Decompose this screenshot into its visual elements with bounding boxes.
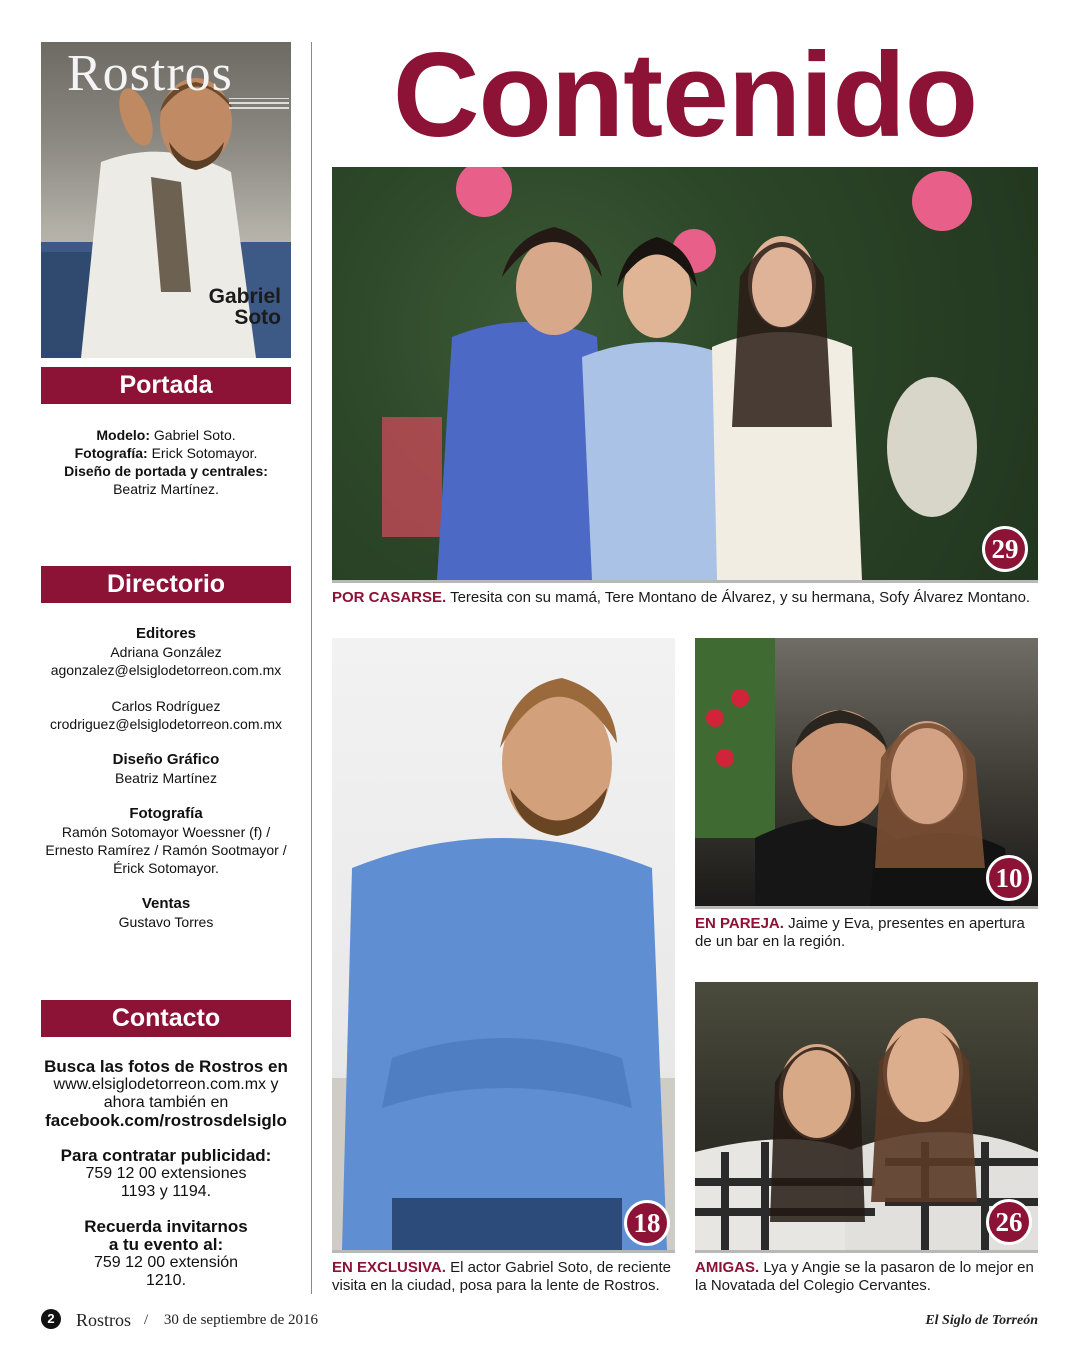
photo-illustration xyxy=(695,982,1038,1250)
photo-illustration xyxy=(695,638,1038,906)
cover-masthead: Rostros xyxy=(67,45,233,102)
directorio-list xyxy=(41,625,291,949)
portada-label: Modelo: xyxy=(96,427,151,443)
photo-illustration xyxy=(332,167,1038,580)
footer-magazine-text: Rostros xyxy=(76,1310,132,1330)
contacto-heading: Contacto xyxy=(41,1000,291,1037)
cover-model-name xyxy=(191,286,281,328)
portada-heading: Portada xyxy=(41,367,291,404)
contacto-publicidad xyxy=(41,1147,291,1201)
editor-name: Adriana González xyxy=(110,644,222,660)
footer-date-text: 30 de septiembre de 2016 xyxy=(163,1312,319,1328)
directorio-editores xyxy=(41,625,291,679)
ventas-name: Gustavo Torres xyxy=(118,914,214,930)
column-divider xyxy=(311,42,312,1294)
publicidad-phone: 759 12 00 extensiones xyxy=(85,1165,247,1182)
cover-image xyxy=(41,42,291,358)
page-badge-29: 29 xyxy=(982,526,1028,572)
editores-title: Editores xyxy=(135,625,196,642)
caption-text: Lya y Angie se la pasaron de lo mejor en la Novatada del Colegio Cervantes. xyxy=(695,1259,1034,1294)
photo-amigas[interactable] xyxy=(695,982,1038,1253)
page-badge-18: 18 xyxy=(624,1200,670,1246)
portada-line-modelo xyxy=(41,426,291,444)
caption-keyword: AMIGAS. xyxy=(695,1259,760,1276)
portada-line-disenador xyxy=(41,480,291,498)
contacto-busca xyxy=(41,1058,291,1130)
photo-en-pareja[interactable] xyxy=(695,638,1038,909)
busca-title: Busca las fotos de Rostros en xyxy=(44,1057,288,1076)
directorio-fotografia xyxy=(41,805,291,877)
busca-facebook[interactable]: facebook.com/rostrosdelsiglo xyxy=(45,1111,287,1130)
evento-ext: 1210. xyxy=(145,1272,187,1289)
fotografia-line: Érick Sotomayor. xyxy=(113,860,219,876)
diseno-name: Beatriz Martínez xyxy=(115,770,217,786)
footer-magazine-name xyxy=(76,1310,131,1331)
evento-title: a tu evento al: xyxy=(108,1235,224,1254)
portada-label: Diseño de portada y centrales: xyxy=(64,463,268,479)
portada-value: Gabriel Soto. xyxy=(150,427,236,443)
publicidad-title: Para contratar publicidad: xyxy=(60,1146,272,1165)
photo-por-casarse[interactable] xyxy=(332,167,1038,583)
footer-date xyxy=(144,1312,318,1329)
photo-en-exclusiva[interactable] xyxy=(332,638,675,1253)
caption-amigas xyxy=(695,1259,1040,1295)
footer-separator: / xyxy=(144,1312,149,1328)
caption-keyword: POR CASARSE. xyxy=(332,589,447,606)
directorio-heading: Directorio xyxy=(41,566,291,603)
portada-line-diseno xyxy=(41,462,291,480)
editor-name: Carlos Rodríguez xyxy=(111,698,221,714)
editor-email[interactable]: crodriguez@elsiglodetorreon.com.mx xyxy=(49,716,283,732)
busca-text: ahora también en xyxy=(103,1094,229,1111)
caption-en-exclusiva xyxy=(332,1259,677,1295)
fotografia-line: Ramón Sotomayor Woessner (f) / xyxy=(61,824,271,840)
directorio-editor2 xyxy=(41,697,291,733)
contacto-info xyxy=(41,1058,291,1307)
footer-page-number: 2 xyxy=(41,1309,61,1329)
footer-newspaper-logo: El Siglo de Torreón xyxy=(925,1313,1038,1328)
page-badge-10: 10 xyxy=(986,855,1032,901)
portada-value: Beatriz Martínez. xyxy=(113,481,219,497)
portada-credits xyxy=(41,426,291,498)
caption-text: El actor Gabriel Soto, de reciente visita en la ciudad, posa para la lente de Rostros. xyxy=(332,1259,672,1294)
caption-text: Jaime y Eva, presentes en apertura de un bar en la región. xyxy=(695,915,1025,950)
caption-keyword: EN PAREJA. xyxy=(695,915,784,932)
caption-en-pareja xyxy=(695,915,1040,951)
fotografia-title: Fotografía xyxy=(129,805,203,822)
caption-por-casarse xyxy=(332,589,1038,607)
directorio-ventas xyxy=(41,895,291,931)
ventas-title: Ventas xyxy=(141,895,191,912)
photo-illustration xyxy=(332,638,675,1250)
evento-phone: 759 12 00 extensión xyxy=(93,1254,239,1271)
cover-issue-info xyxy=(229,98,289,114)
publicidad-ext: 1193 y 1194. xyxy=(120,1183,212,1200)
diseno-title: Diseño Gráfico xyxy=(112,751,220,768)
portada-line-fotografia xyxy=(41,444,291,462)
evento-title: Recuerda invitarnos xyxy=(84,1217,248,1236)
portada-label: Fotografía: xyxy=(74,445,148,461)
contacto-evento xyxy=(41,1218,291,1290)
caption-keyword: EN EXCLUSIVA. xyxy=(332,1259,446,1276)
portada-value: Erick Sotomayor. xyxy=(147,445,258,461)
caption-text: Teresita con su mamá, Tere Montano de Álvarez, y su hermana, Sofy Álvarez Montano. xyxy=(446,589,1031,606)
editor-email[interactable]: agonzalez@elsiglodetorreon.com.mx xyxy=(50,662,282,678)
page-badge-26: 26 xyxy=(986,1199,1032,1245)
cover-model-name-text: Gabriel Soto xyxy=(208,285,281,329)
busca-website[interactable]: www.elsiglodetorreon.com.mx y xyxy=(53,1076,279,1093)
fotografia-line: Ernesto Ramírez / Ramón Sootmayor / xyxy=(45,842,287,858)
page-title: Contenido xyxy=(392,28,978,162)
directorio-diseno xyxy=(41,751,291,787)
